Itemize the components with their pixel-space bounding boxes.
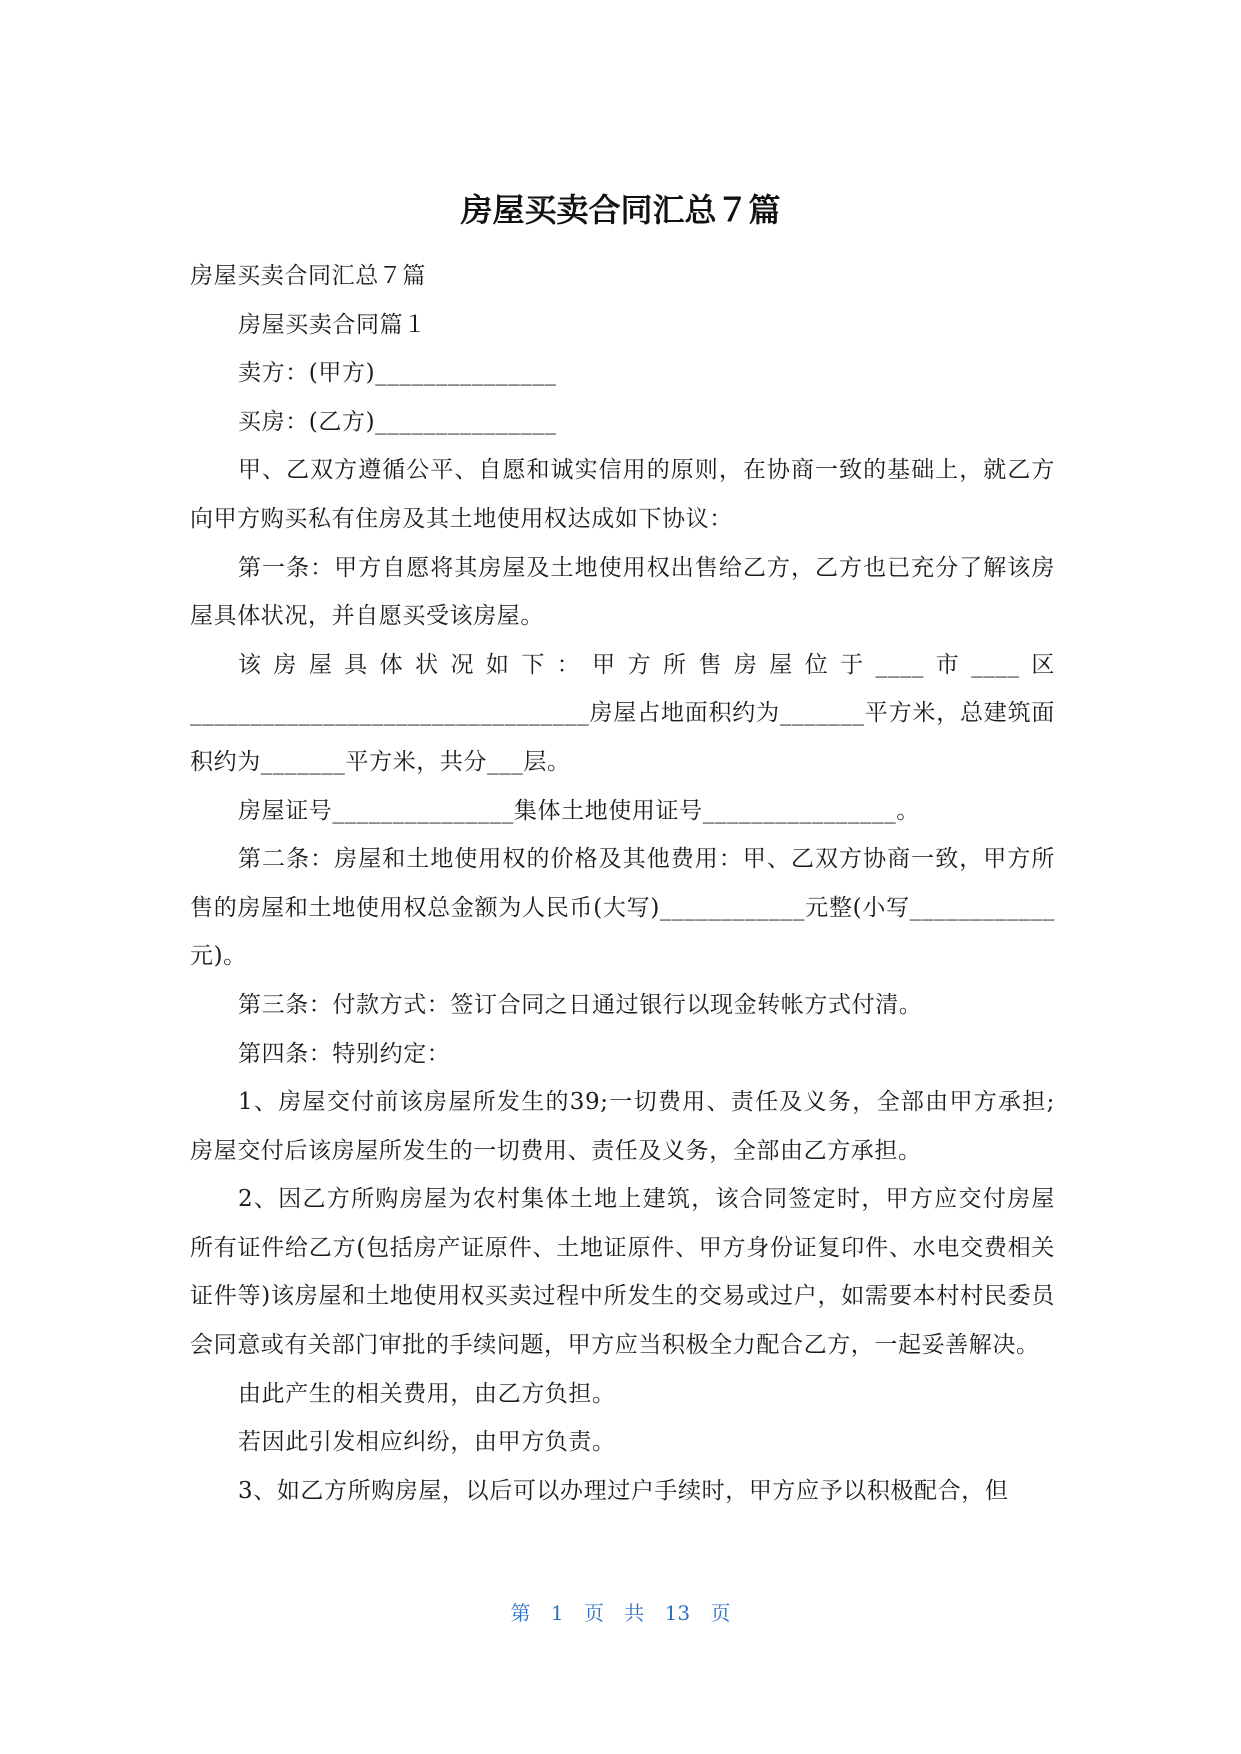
- paragraph: 由此产生的相关费用，由乙方负担。: [238, 1380, 616, 1407]
- paragraph: 3、如乙方所购房屋，以后可以办理过户手续时，甲方应予以积极配合，但: [238, 1477, 1009, 1504]
- paragraph: 买房：(乙方)_______________: [238, 408, 557, 435]
- paragraph: 2、因乙方所购房屋为农村集体土地上建筑，该合同签定时，甲方应交付房屋所有证件给乙方(包括房产证原件、土地证原件、甲方身份证复印件、水电交费相关证件等)该房屋和土地使用权买卖过程中所发生的交易或过户，如需要本村村民委员会同意或有关部门审批的手续问题，甲方应当积极全力配合乙方，一起妥善解决。: [190, 1186, 1055, 1359]
- paragraph: 该房屋具体状况如下：甲方所售房屋位于____市____区_________________________________房屋占地面积约为_______平方米，总建筑面积约为_______平方米，共分___层。: [190, 651, 1055, 775]
- paragraph: 甲、乙双方遵循公平、自愿和诚实信用的原则，在协商一致的基础上，就乙方向甲方购买私有住房及其土地使用权达成如下协议：: [190, 457, 1055, 532]
- paragraph: 1、房屋交付前该房屋所发生的39;一切费用、责任及义务，全部由甲方承担;房屋交付后该房屋所发生的一切费用、责任及义务，全部由乙方承担。: [190, 1089, 1055, 1164]
- paragraph: 第一条：甲方自愿将其房屋及土地使用权出售给乙方，乙方也已充分了解该房屋具体状况，并自愿买受该房屋。: [190, 554, 1055, 630]
- paragraph: 房屋买卖合同篇１: [238, 311, 427, 338]
- paragraph: 第四条：特别约定：: [238, 1040, 451, 1067]
- paragraph: 若因此引发相应纠纷，由甲方负责。: [238, 1429, 616, 1456]
- document-body: [190, 252, 1055, 1515]
- page-number-footer: 第 1 页 共 13 页: [510, 1601, 731, 1625]
- document-title: 房屋买卖合同汇总７篇: [460, 191, 781, 229]
- paragraph: 卖方：(甲方)_______________: [238, 360, 557, 387]
- paragraph-heading: 房屋买卖合同汇总７篇: [190, 263, 426, 289]
- paragraph: 第三条：付款方式：签订合同之日通过银行以现金转帐方式付清。: [238, 991, 923, 1018]
- paragraph: 房屋证号_______________集体土地使用证号________________。: [238, 797, 920, 824]
- paragraph: 第二条：房屋和土地使用权的价格及其他费用：甲、乙双方协商一致，甲方所售的房屋和土地使用权总金额为人民币(大写)____________元整(小写____________元)。: [190, 846, 1055, 970]
